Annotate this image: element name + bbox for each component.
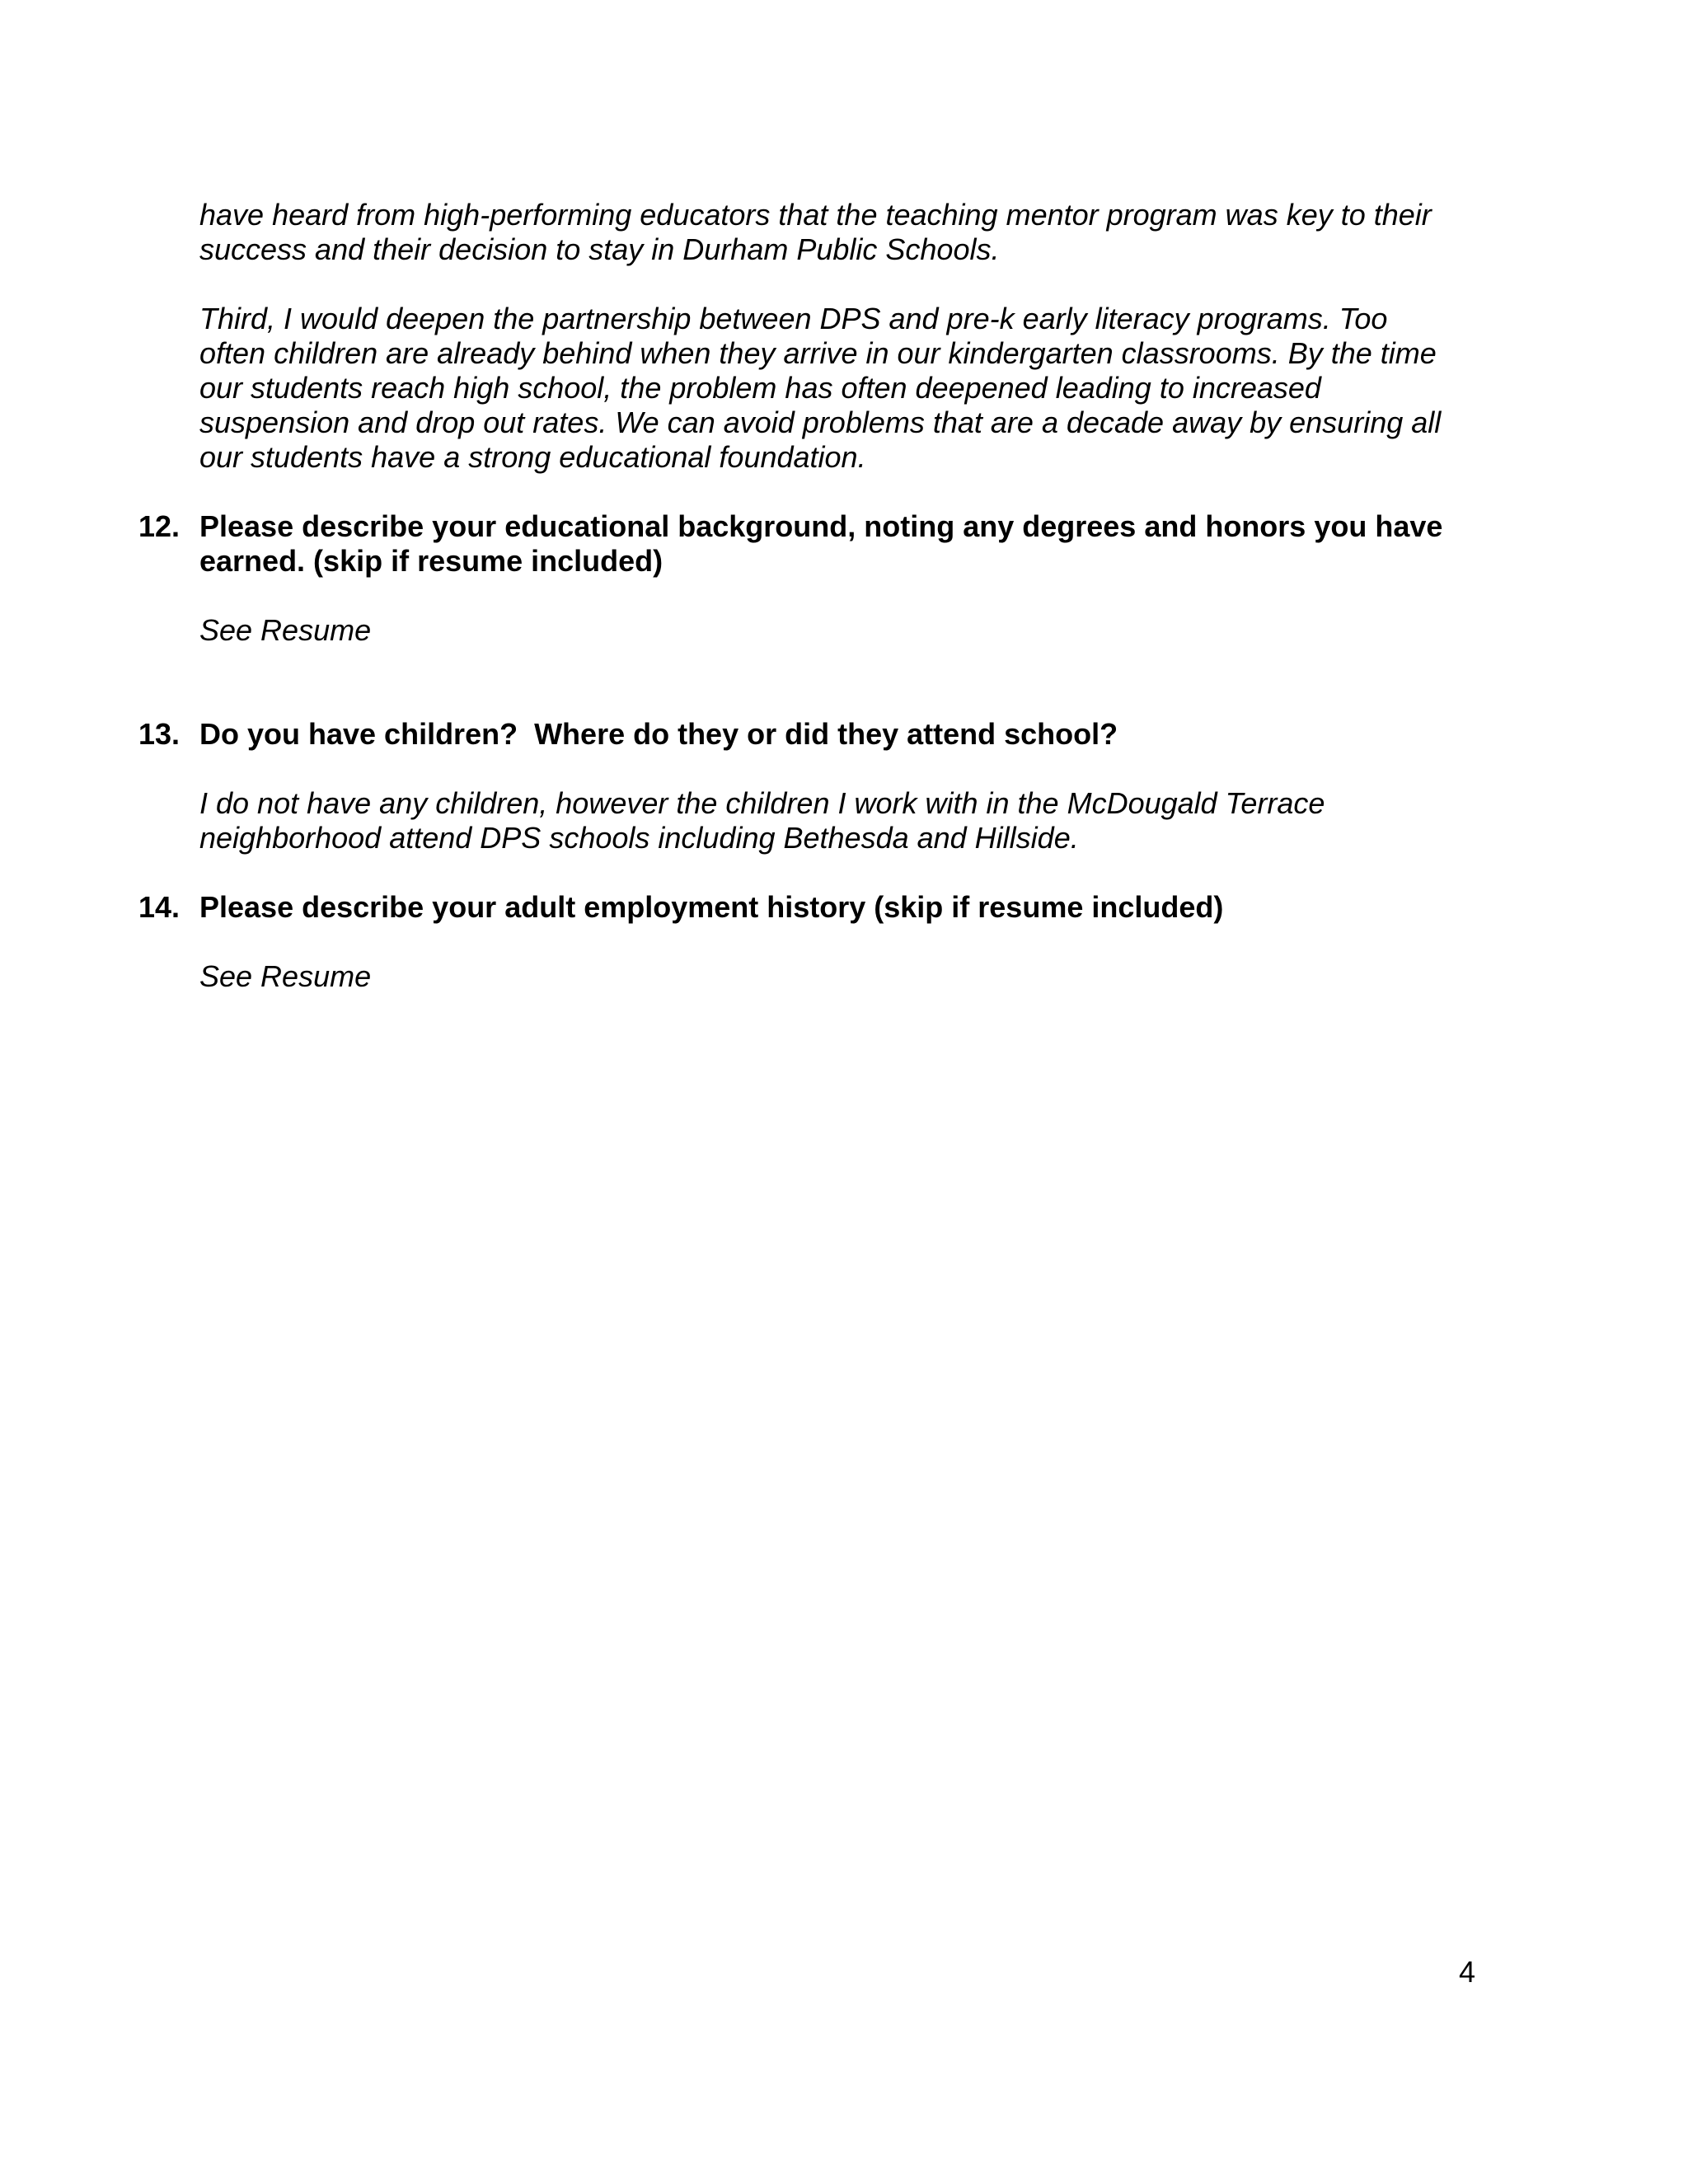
answer-paragraph-third	[199, 302, 1485, 475]
question-number: 12.	[138, 509, 181, 543]
answer-text: See Resume	[199, 613, 372, 647]
paragraph-line: suspension and drop out rates. We can avoid problems that are a decade away by ensuring all	[199, 405, 1442, 439]
question-text: Do you have children? Where do they or did they attend school?	[199, 717, 1118, 751]
question-number: 14.	[138, 890, 181, 924]
question-text: Please describe your adult employment history (skip if resume included)	[199, 890, 1224, 924]
page-number: 4	[1459, 1955, 1476, 1989]
paragraph-line: our students have a strong educational foundation.	[199, 440, 866, 474]
question-line: earned. (skip if resume included)	[199, 544, 663, 578]
question-12	[138, 509, 1490, 579]
question-text	[199, 509, 1490, 579]
question-number: 13.	[138, 717, 181, 751]
answer-paragraph-continued	[199, 198, 1485, 267]
answer-13	[199, 786, 1485, 855]
question-14	[138, 890, 1490, 925]
paragraph-line: often children are already behind when they arrive in our kindergarten classrooms. By the time	[199, 336, 1437, 370]
paragraph-line: have heard from high-performing educators that the teaching mentor program was key to their	[199, 198, 1432, 232]
paragraph-line: success and their decision to stay in Durham Public Schools.	[199, 232, 1000, 266]
answer-line: neighborhood attend DPS schools including Bethesda and Hillside.	[199, 821, 1079, 855]
answer-line: I do not have any children, however the children I work with in the McDougald Terrace	[199, 786, 1325, 820]
answer-text: See Resume	[199, 959, 372, 993]
paragraph-line: Third, I would deepen the partnership between DPS and pre-k early literacy programs. Too	[199, 302, 1388, 335]
answer-12	[199, 613, 1485, 648]
question-line: Please describe your educational background, noting any degrees and honors you have	[199, 509, 1443, 543]
paragraph-line: our students reach high school, the problem has often deepened leading to increased	[199, 371, 1321, 405]
question-13	[138, 717, 1490, 752]
answer-14	[199, 959, 1485, 994]
